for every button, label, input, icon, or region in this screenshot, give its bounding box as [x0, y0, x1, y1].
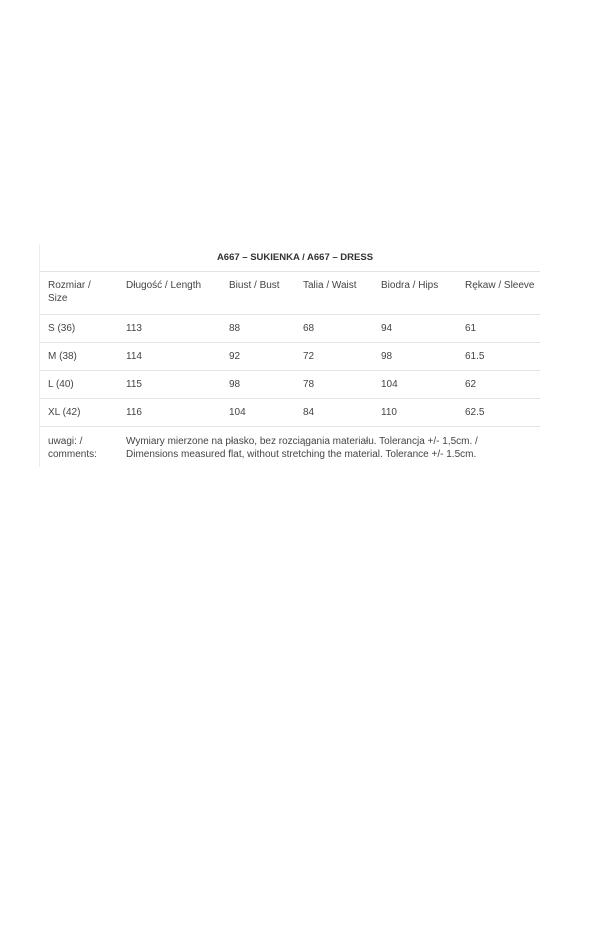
cell-size: XL (42)	[48, 407, 81, 418]
cell-sleeve: 62	[465, 379, 477, 390]
header-bust: Biust / Bust	[229, 280, 280, 291]
cell-hips: 94	[381, 323, 393, 334]
header-size-line-1: Rozmiar /	[48, 280, 91, 291]
notes-text-line-1: Wymiary mierzone na płasko, bez rozciągania materiału. Tolerancja +/- 1,5cm. /	[126, 436, 478, 447]
cell-hips: 98	[381, 351, 393, 362]
notes-label-line-2: comments:	[48, 449, 97, 460]
cell-waist: 84	[303, 407, 315, 418]
cell-bust: 98	[229, 379, 241, 390]
notes-row	[40, 427, 540, 467]
header-size-line-2: Size	[48, 293, 68, 304]
table-title: A667 – SUKIENKA / A667 – DRESS	[40, 244, 540, 272]
cell-length: 115	[126, 379, 142, 390]
cell-hips: 110	[381, 407, 397, 418]
cell-bust: 104	[229, 407, 246, 418]
notes-text-line-2: Dimensions measured flat, without stretching the material. Tolerance +/- 1.5cm.	[126, 449, 477, 460]
table-row	[40, 343, 540, 371]
cell-bust: 88	[229, 323, 241, 334]
header-waist: Talia / Waist	[303, 280, 357, 291]
cell-length: 114	[126, 351, 142, 362]
cell-sleeve: 62.5	[465, 407, 485, 418]
table-row	[40, 315, 540, 343]
cell-sleeve: 61	[465, 323, 477, 334]
cell-waist: 72	[303, 351, 315, 362]
size-chart-table	[39, 244, 540, 467]
cell-length: 113	[126, 323, 142, 334]
table-row	[40, 399, 540, 427]
cell-bust: 92	[229, 351, 241, 362]
notes-label	[40, 435, 118, 467]
cell-waist: 78	[303, 379, 315, 390]
cell-length: 116	[126, 407, 142, 418]
cell-waist: 68	[303, 323, 315, 334]
notes-text	[118, 435, 540, 467]
table-row	[40, 371, 540, 399]
cell-size: M (38)	[48, 351, 77, 362]
cell-size: S (36)	[48, 323, 76, 334]
header-hips: Biodra / Hips	[381, 280, 439, 291]
table-header-row	[40, 272, 540, 315]
cell-size: L (40)	[48, 379, 74, 390]
header-length: Długość / Length	[126, 280, 202, 291]
header-size	[40, 279, 118, 314]
cell-hips: 104	[381, 379, 398, 390]
notes-label-line-1: uwagi: /	[48, 436, 83, 447]
cell-sleeve: 61.5	[465, 351, 485, 362]
header-sleeve: Rękaw / Sleeve	[465, 280, 535, 291]
